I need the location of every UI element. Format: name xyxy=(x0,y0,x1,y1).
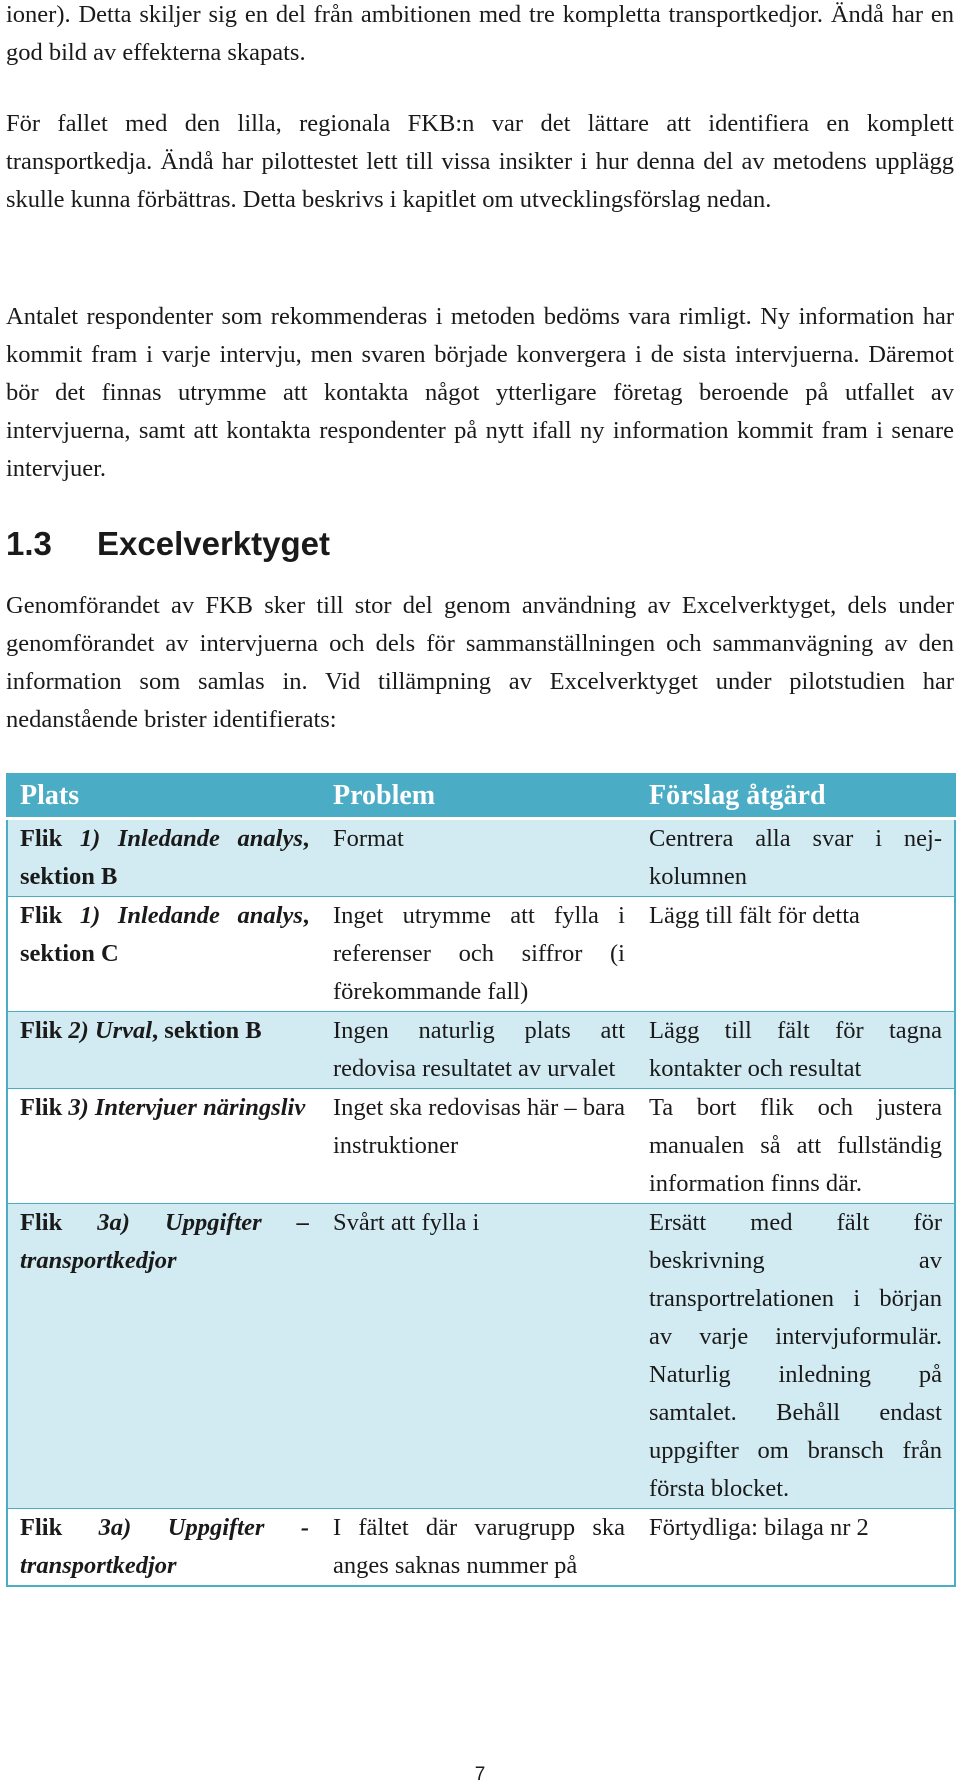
header-forslag: Förslag åtgärd xyxy=(637,774,955,819)
cell-plats: Flik 2) Urval, sektion B xyxy=(7,1012,321,1089)
cell-plats: Flik 3a) Uppgifter – transportkedjor xyxy=(7,1204,321,1509)
header-problem: Problem xyxy=(321,774,637,819)
section-title: Excelverktyget xyxy=(97,525,330,562)
cell-problem: Format xyxy=(321,819,637,897)
paragraph-respondents: Antalet respondenter som rekommenderas i metoden bedöms vara rimligt. Ny information har kommit fram i varje intervju, men svaren började konvergera i de sista intervjuerna. Däremot bör det finnas utrymme att kontakta något ytterligare företag beroende på utfallet av intervjuerna, samt att kontakta respondenter på nytt ifall ny information kommit fram i senare intervjuer. xyxy=(6,303,954,482)
cell-plats: Flik 3) Intervjuer näringsliv xyxy=(7,1089,321,1204)
cell-forslag: Centrera alla svar i nej-kolumnen xyxy=(637,819,955,897)
cell-problem: Svårt att fylla i xyxy=(321,1204,637,1509)
cell-forslag: Lägg till fält för tagna kontakter och resultat xyxy=(637,1012,955,1089)
cell-forslag: Förtydliga: bilaga nr 2 xyxy=(637,1509,955,1587)
paragraph-intro: ioner). Detta skiljer sig en del från ambitionen med tre kompletta transportkedjor. Ändå har en god bild av effekterna skapats. xyxy=(6,1,954,66)
table-row xyxy=(7,1012,955,1089)
issues-table xyxy=(6,773,956,1587)
cell-forslag: Lägg till fält för detta xyxy=(637,897,955,1012)
table-row xyxy=(7,1509,955,1587)
table-header-row xyxy=(7,774,955,819)
table-row xyxy=(7,1204,955,1509)
cell-plats: Flik 3a) Uppgifter - transportkedjor xyxy=(7,1509,321,1587)
cell-plats: Flik 1) Inledande analys, sektion B xyxy=(7,819,321,897)
cell-problem: Inget ska redovisas här – bara instruktioner xyxy=(321,1089,637,1204)
cell-forslag: Ersätt med fält för beskrivning av transportrelationen i början av varje intervjuformulär. Naturlig inledning på samtalet. Behåll endast uppgifter om bransch från första blocket. xyxy=(637,1204,955,1509)
paragraph-excel-tool: Genomförandet av FKB sker till stor del genom användning av Excelverktyget, dels under genomförandet av intervjuerna och dels för sammanställningen och sammanvägning av den information som samlas in. Vid tillämpning av Excelverktyget under pilotstudien har nedanstående brister identifierats: xyxy=(6,592,954,733)
header-plats: Plats xyxy=(7,774,321,819)
table-row xyxy=(7,819,955,897)
cell-problem: Inget utrymme att fylla i referenser och siffror (i förekommande fall) xyxy=(321,897,637,1012)
page-number: 7 xyxy=(474,1764,486,1785)
cell-plats: Flik 1) Inledande analys, sektion C xyxy=(7,897,321,1012)
section-heading xyxy=(6,525,330,563)
table-row xyxy=(7,1089,955,1204)
cell-problem: I fältet där varugrupp ska anges saknas nummer på xyxy=(321,1509,637,1587)
cell-problem: Ingen naturlig plats att redovisa resultatet av urvalet xyxy=(321,1012,637,1089)
table-row xyxy=(7,897,955,1012)
paragraph-regional-fkb: För fallet med den lilla, regionala FKB:n var det lättare att identifiera en komplett transportkedja. Ändå har pilottestet lett till vissa insikter i hur denna del av metodens upplägg skulle kunna förbättras. Detta beskrivs i kapitlet om utvecklingsförslag nedan. xyxy=(6,110,954,213)
cell-forslag: Ta bort flik och justera manualen så att fullständig information finns där. xyxy=(637,1089,955,1204)
section-number: 1.3 xyxy=(6,525,52,562)
